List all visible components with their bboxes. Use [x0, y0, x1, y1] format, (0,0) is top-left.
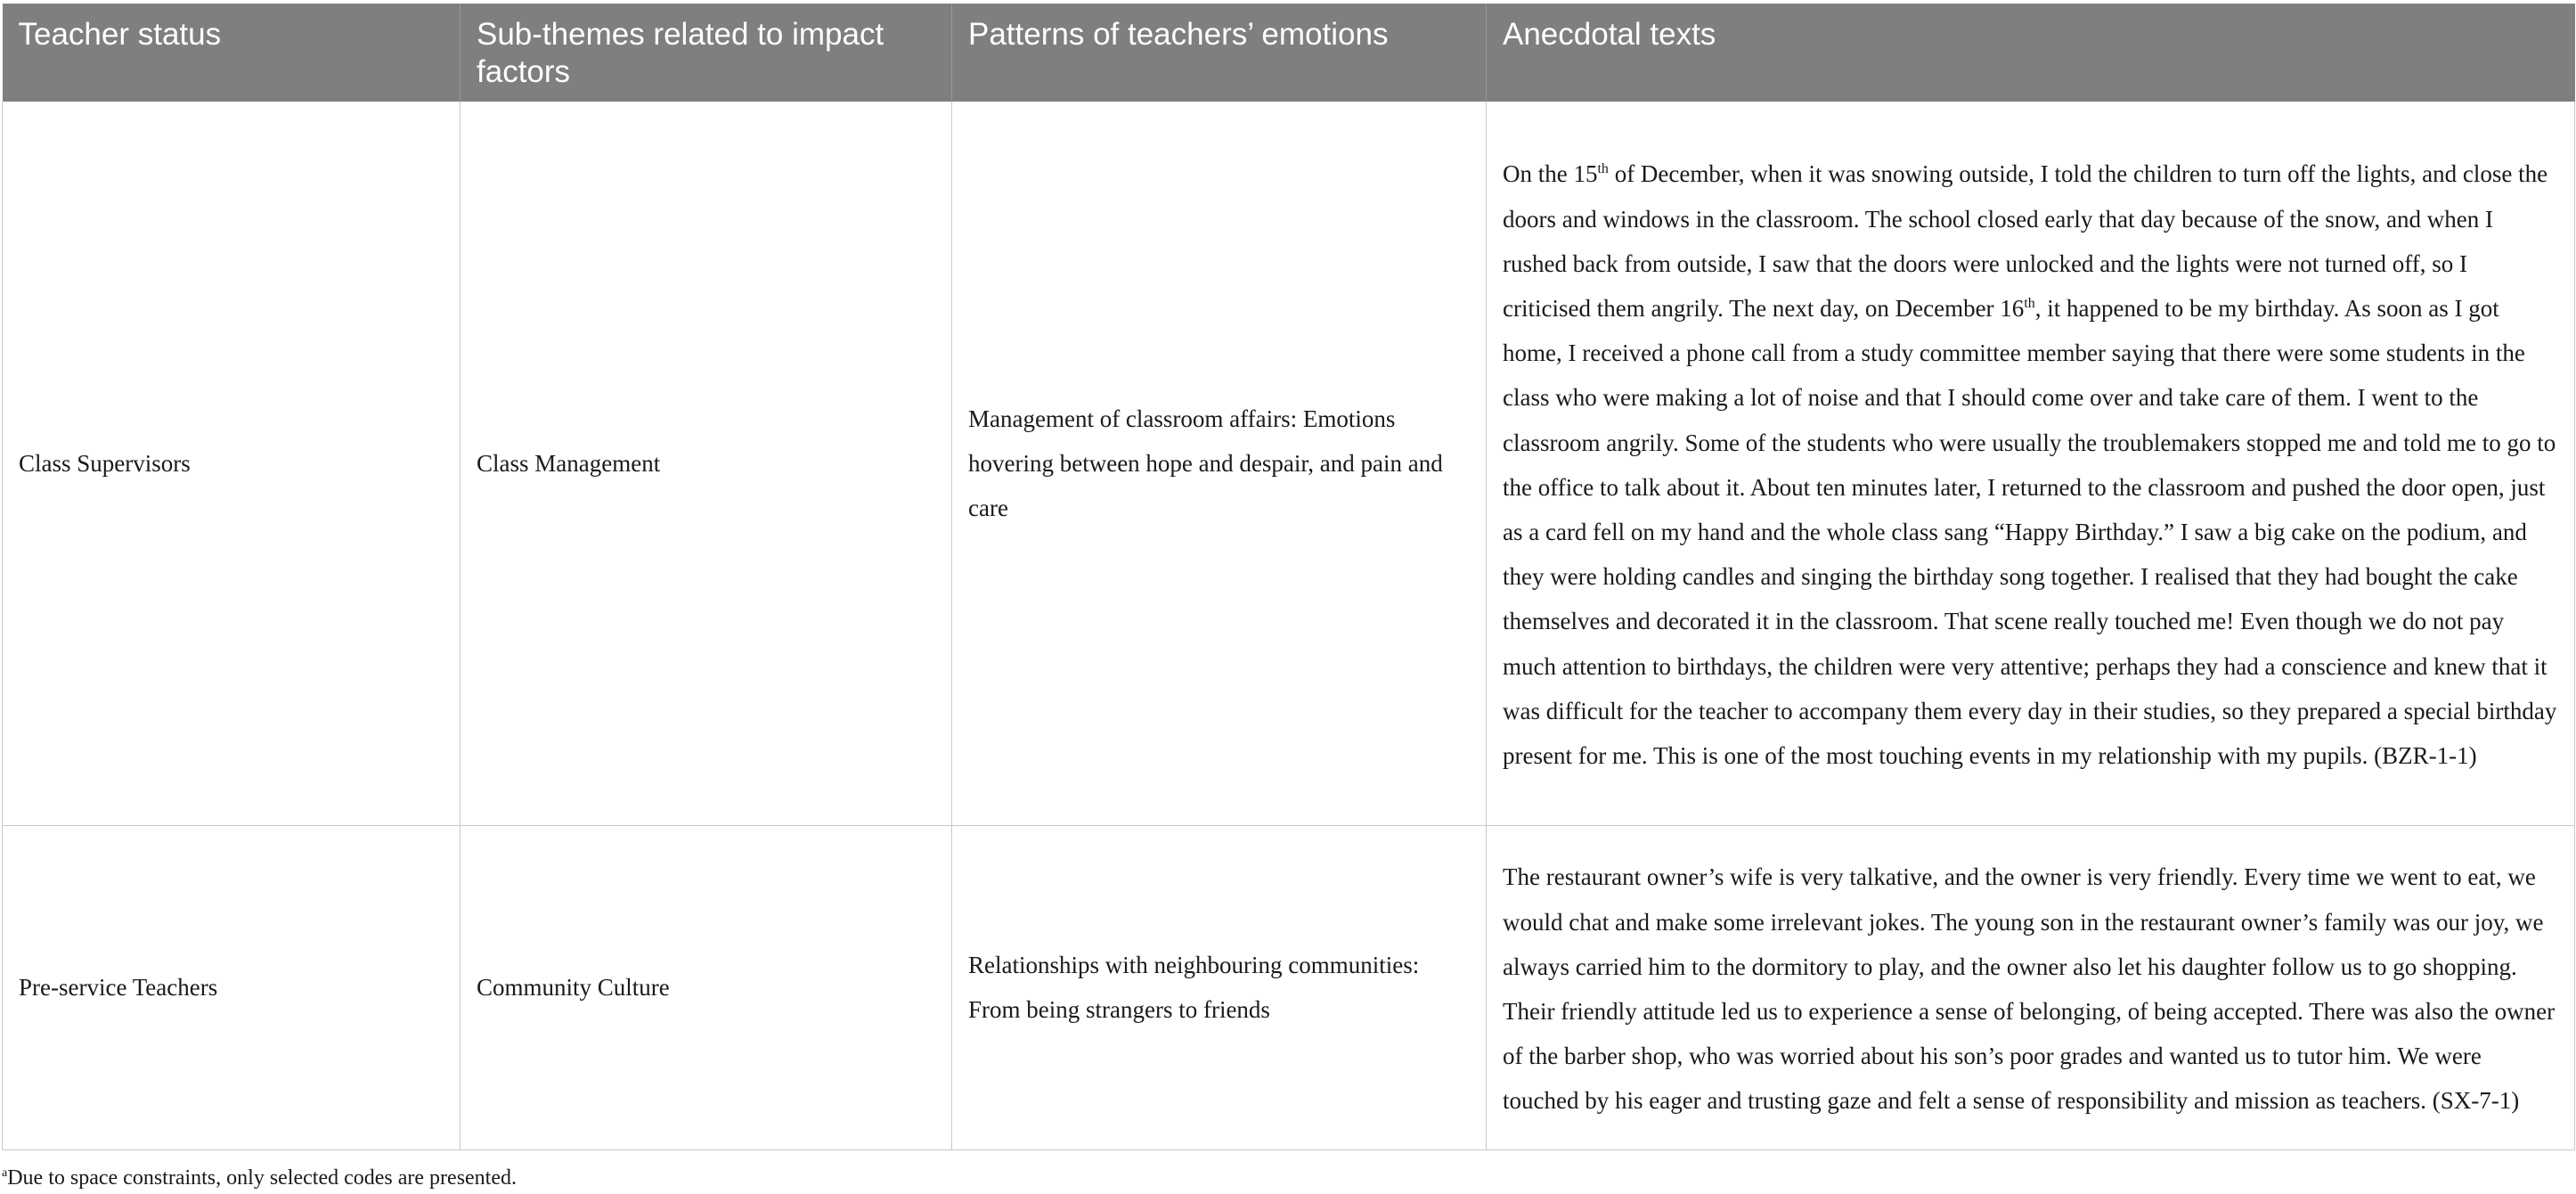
cell-pattern: Management of classroom affairs: Emotions hovering between hope and despair, and pain and care: [952, 102, 1487, 825]
cell-sub-theme: Community Culture: [461, 825, 952, 1149]
table-row: [3, 102, 2575, 825]
header-row: [3, 4, 2575, 102]
cell-sub-theme: Class Management: [461, 102, 952, 825]
anecdote-text-part: On the 15: [1503, 160, 1598, 188]
header-anecdotal-texts: Anecdotal texts: [1487, 4, 2575, 102]
cell-anecdote: The restaurant owner’s wife is very talkative, and the owner is very friendly. Every time we went to eat, we would chat and make some irrelevant jokes. The young son in the restaurant owner’s family was our joy, we always carried him to the dormitory to play, and the owner also let his daughter follow us to go shopping. Their friendly attitude led us to experience a sense of belonging, of being accepted. There was also the owner of the barber shop, who was worried about his son’s poor grades and wanted us to tutor him. We were touched by his eager and trusting gaze and felt a sense of responsibility and mission as teachers. (SX-7-1): [1487, 825, 2575, 1149]
footnote-marker: a: [2, 1166, 8, 1180]
cell-anecdote: [1487, 102, 2575, 825]
cell-teacher-status: Pre-service Teachers: [3, 825, 461, 1149]
superscript-ordinal: th: [2024, 295, 2035, 311]
footnote-text: Due to space constraints, only selected codes are presented.: [7, 1166, 517, 1190]
header-sub-themes: Sub-themes related to impact factors: [461, 4, 952, 102]
anecdote-text-part: of December, when it was snowing outside, I told the children to turn off the lights, and close the doors and windows in the classroom. The school closed early that day because of the snow, and when I rushed back from outside, I saw that the doors were unlocked and the lights were not turned off, so I criticised them angrily. The next day, on December 16: [1503, 160, 2548, 322]
header-teacher-status: Teacher status: [3, 4, 461, 102]
anecdote-text-part: , it happened to be my birthday. As soon as I got home, I received a phone call from a study committee member saying that there were some students in the class who were making a lot of noise and that I should come over and take care of them. I went to the classroom angrily. Some of the students who were usually the troublemakers stopped me and told me to go to the office to talk about it. About ten minutes later, I returned to the classroom and pushed the door open, just as a card fell on my hand and the whole class sang “Happy Birthday.” I saw a big cake on the podium, and they were holding candles and singing the birthday song together. I realised that they had bought the cake themselves and decorated it in the classroom. That scene really touched me! Even though we do not pay much attention to birthdays, the children were very attentive; perhaps they had a conscience and knew that it was difficult for the teacher to accompany them every day in their studies, so they prepared a special birthday present for me. This is one of the most touching events in my relationship with my pupils. (BZR-1-1): [1503, 294, 2557, 769]
cell-pattern: Relationships with neighbouring communities: From being strangers to friends: [952, 825, 1487, 1149]
superscript-ordinal: th: [1597, 161, 1609, 177]
table-footnote: [2, 1160, 517, 1191]
data-table: [2, 4, 2575, 1150]
cell-teacher-status: Class Supervisors: [3, 102, 461, 825]
header-patterns: Patterns of teachers’ emotions: [952, 4, 1487, 102]
table-row: [3, 825, 2575, 1149]
